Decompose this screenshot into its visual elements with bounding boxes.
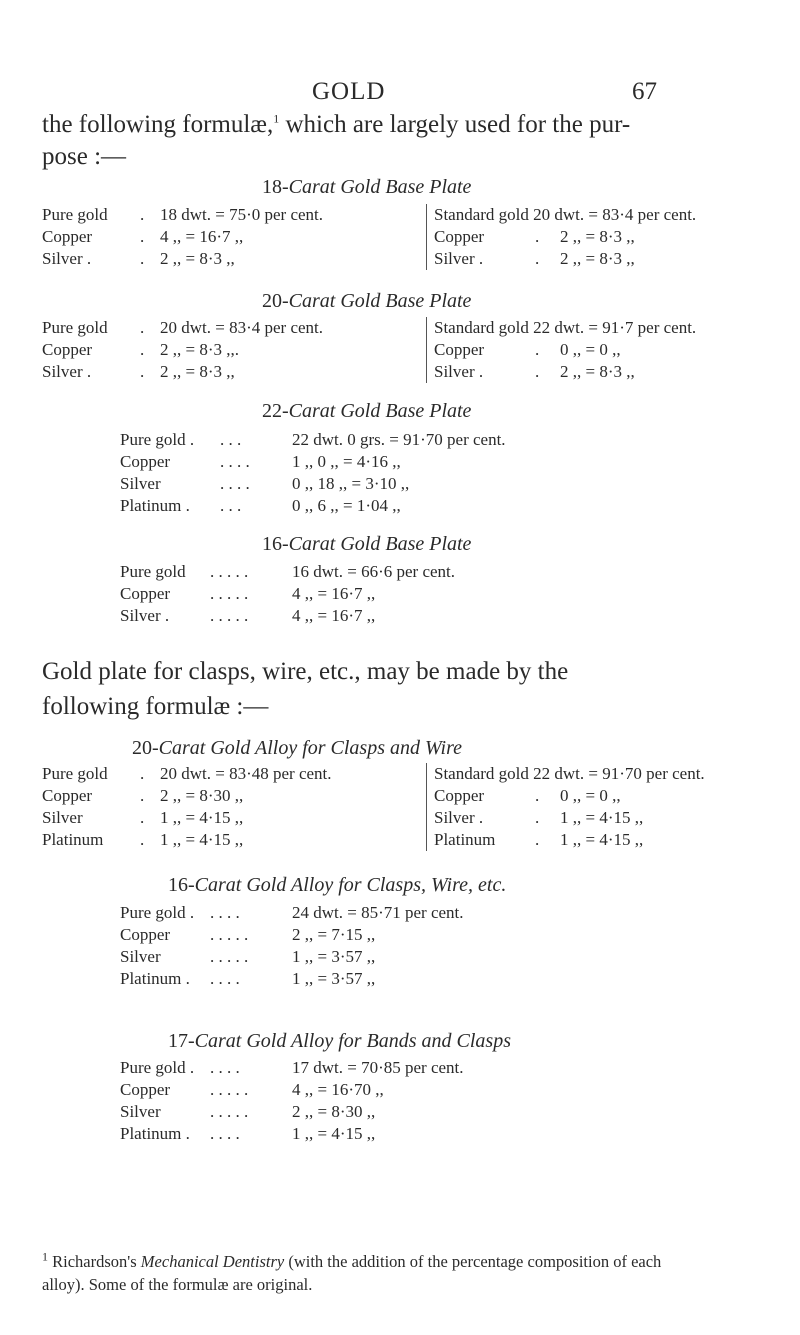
row-left-name: Silver (42, 808, 83, 827)
row-dots: . . . . (220, 452, 250, 471)
row-left-dots: . (140, 340, 145, 359)
row-left-name: Silver . (42, 249, 92, 268)
row-left-amount: 2 ,, = 8·3 ,, (160, 249, 235, 268)
row-dots: . . . (220, 430, 242, 449)
row-left-amount: 1 ,, = 4·15 ,, (160, 830, 244, 849)
row-amount: 1 ,, = 3·57 ,, (292, 969, 376, 988)
row-amount: 22 dwt. 0 grs. = 91·70 per cent. (292, 430, 506, 449)
row-right-dots: . (535, 340, 540, 359)
row-name: Platinum . (120, 969, 190, 988)
row-amount: 2 ,, = 7·15 ,, (292, 925, 376, 944)
row-dots: . . . . (220, 474, 250, 493)
row-amount: 2 ,, = 8·30 ,, (292, 1102, 376, 1121)
section-title-17-carat-bands: 17-Carat Gold Alloy for Bands and Clasps (168, 1030, 511, 1052)
footnote: $^1$ Richardson's Mechanical Dentistry (with the addition of the percentage composition of each alloy). Some of the formulæ are original. (42, 1249, 662, 1294)
row-dots: . . . . . (210, 947, 249, 966)
row-name: Silver (120, 474, 161, 493)
row-name: Copper (120, 1080, 171, 1099)
running-title: GOLD (312, 78, 386, 105)
row-amount: 4 ,, = 16·7 ,, (292, 606, 376, 625)
row-dots: . . . . . (210, 562, 249, 581)
paragraph-clasps-line-1: Gold plate for clasps, wire, etc., may be made by the (42, 658, 569, 685)
row-name: Pure gold (120, 562, 186, 581)
row-amount: 4 ,, = 16·70 ,, (292, 1080, 384, 1099)
row-right-name: Copper (434, 227, 485, 246)
row-amount: 0 ,, 6 ,, = 1·04 ,, (292, 496, 401, 515)
row-left-amount: 20 dwt. = 83·48 per cent. (160, 764, 332, 783)
row-right-amount: 2 ,, = 8·3 ,, (560, 249, 635, 268)
section-title-22-carat-base: 22-Carat Gold Base Plate (262, 400, 472, 422)
row-right-amount: 2 ,, = 8·3 ,, (560, 362, 635, 381)
row-left-dots: . (140, 830, 145, 849)
row-right-dots: . (535, 786, 540, 805)
section-title-20-carat-clasps: 20-Carat Gold Alloy for Clasps and Wire (132, 737, 463, 759)
column-divider (426, 204, 427, 270)
row-right-amount: 1 ,, = 4·15 ,, (560, 808, 644, 827)
row-name: Pure gold . (120, 430, 195, 449)
row-left-dots: . (140, 808, 145, 827)
column-divider (426, 317, 427, 383)
row-dots: . . . . . (210, 584, 249, 603)
row-right-name: Standard gold 22 dwt. = 91·7 per cent. (434, 318, 697, 337)
row-left-dots: . (140, 764, 145, 783)
row-right-name: Silver . (434, 808, 484, 827)
row-left-dots: . (140, 362, 145, 381)
row-name: Copper (120, 925, 171, 944)
row-name: Platinum . (120, 1124, 190, 1143)
row-left-name: Silver . (42, 362, 92, 381)
row-left-amount: 18 dwt. = 75·0 per cent. (160, 205, 324, 224)
column-divider (426, 763, 427, 851)
paragraph-clasps-line-2: following formulæ :— (42, 693, 269, 720)
row-left-name: Pure gold (42, 205, 108, 224)
row-right-name: Standard gold 22 dwt. = 91·70 per cent. (434, 764, 705, 783)
row-right-dots: . (535, 808, 540, 827)
row-name: Silver (120, 947, 161, 966)
row-left-name: Platinum (42, 830, 104, 849)
row-left-name: Copper (42, 340, 93, 359)
row-right-dots: . (535, 362, 540, 381)
row-amount: 0 ,, 18 ,, = 3·10 ,, (292, 474, 410, 493)
row-dots: . . . . (210, 969, 240, 988)
row-left-name: Pure gold (42, 318, 108, 337)
row-name: Copper (120, 584, 171, 603)
row-dots: . . . . . (210, 1102, 249, 1121)
row-name: Silver . (120, 606, 170, 625)
section-title-16-carat-clasps: 16-Carat Gold Alloy for Clasps, Wire, etc. (168, 874, 507, 896)
row-name: Pure gold . (120, 903, 195, 922)
row-right-name: Silver . (434, 249, 484, 268)
row-amount: 1 ,, 0 ,, = 4·16 ,, (292, 452, 401, 471)
section-title-20-carat-base: 20-Carat Gold Base Plate (262, 290, 472, 312)
row-right-dots: . (535, 830, 540, 849)
row-dots: . . . . . (210, 1080, 249, 1099)
section-title-16-carat-base: 16-Carat Gold Base Plate (262, 533, 472, 555)
row-left-amount: 20 dwt. = 83·4 per cent. (160, 318, 324, 337)
row-dots: . . . . (210, 1058, 240, 1077)
row-dots: . . . . (210, 1124, 240, 1143)
row-right-name: Copper (434, 340, 485, 359)
row-right-name: Platinum (434, 830, 496, 849)
row-right-amount: 1 ,, = 4·15 ,, (560, 830, 644, 849)
row-right-amount: 0 ,, = 0 ,, (560, 786, 621, 805)
row-right-amount: 0 ,, = 0 ,, (560, 340, 621, 359)
row-left-name: Copper (42, 786, 93, 805)
row-left-amount: 2 ,, = 8·3 ,, (160, 362, 235, 381)
footnote-mark: 1 (273, 111, 280, 126)
page-number: 67 (632, 78, 657, 105)
row-right-amount: 2 ,, = 8·3 ,, (560, 227, 635, 246)
row-amount: 16 dwt. = 66·6 per cent. (292, 562, 456, 581)
row-amount: 1 ,, = 3·57 ,, (292, 947, 376, 966)
row-amount: 1 ,, = 4·15 ,, (292, 1124, 376, 1143)
row-right-dots: . (535, 227, 540, 246)
row-amount: 24 dwt. = 85·71 per cent. (292, 903, 464, 922)
row-left-amount: 2 ,, = 8·30 ,, (160, 786, 244, 805)
row-left-amount: 4 ,, = 16·7 ,, (160, 227, 244, 246)
row-name: Platinum . (120, 496, 190, 515)
row-name: Copper (120, 452, 171, 471)
row-right-name: Standard gold 20 dwt. = 83·4 per cent. (434, 205, 697, 224)
row-name: Pure gold . (120, 1058, 195, 1077)
row-dots: . . . (220, 496, 242, 515)
row-left-dots: . (140, 318, 145, 337)
row-left-dots: . (140, 205, 145, 224)
row-amount: 4 ,, = 16·7 ,, (292, 584, 376, 603)
row-name: Silver (120, 1102, 161, 1121)
intro-line-1: the following formulæ,$^1$ which are largely used for the pur- (42, 111, 631, 138)
row-left-dots: . (140, 227, 145, 246)
row-right-name: Copper (434, 786, 485, 805)
row-left-dots: . (140, 786, 145, 805)
row-dots: . . . . . (210, 606, 249, 625)
row-left-name: Pure gold (42, 764, 108, 783)
row-amount: 17 dwt. = 70·85 per cent. (292, 1058, 464, 1077)
row-right-name: Silver . (434, 362, 484, 381)
intro-line-2: pose :— (42, 143, 127, 170)
row-right-dots: . (535, 249, 540, 268)
section-title-18-carat-base: 18-Carat Gold Base Plate (262, 176, 472, 198)
row-left-amount: 2 ,, = 8·3 ,,. (160, 340, 239, 359)
row-dots: . . . . . (210, 925, 249, 944)
row-dots: . . . . (210, 903, 240, 922)
row-left-amount: 1 ,, = 4·15 ,, (160, 808, 244, 827)
row-left-name: Copper (42, 227, 93, 246)
row-left-dots: . (140, 249, 145, 268)
